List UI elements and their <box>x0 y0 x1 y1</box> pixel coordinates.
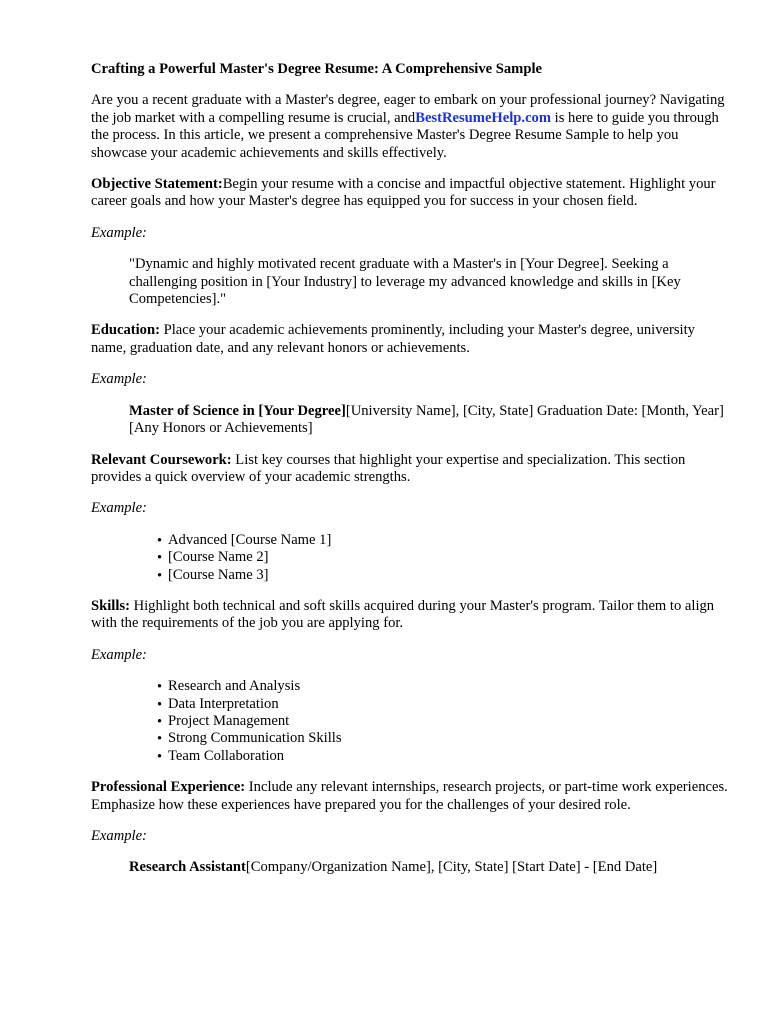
skills-text: Highlight both technical and soft skills acquired during your Master's program. Tailor them to align with the requirements of the job you are applying for. <box>91 597 715 632</box>
list-item: • [Course Name 3] <box>157 567 731 584</box>
experience-example-label: Example: <box>91 828 147 844</box>
intro-text-end: is here to guide you through the process. In this article, we present a comprehensive Master's Degree Resume Sample to help you showcase your academic achievements and skills effectively. <box>91 109 719 161</box>
list-item: • Team Collaboration <box>157 748 731 765</box>
list-item: • Project Management <box>157 713 731 730</box>
skills-example-label: Example: <box>91 646 147 663</box>
intro-text-start: Are you a recent graduate with a Master's degree, eager to embark on your professional journey? Navigating the job market with a compelling resume is crucial, and <box>91 92 725 126</box>
experience-text: Include any relevant internships, research projects, or part-time work experiences. Emphasize how these experiences have prepared you for the challenges of your desired role. <box>91 779 728 813</box>
objective-example: "Dynamic and highly motivated recent graduate with a Master's in [Your Degree]. Seeking a challenging position in [Your Industry] to leverage my advanced knowledge and skills in [Key Competencies]." <box>129 256 681 308</box>
objective-label: Objective Statement: <box>91 176 223 193</box>
list-item: • Research and Analysis <box>157 678 731 695</box>
skills-list <box>157 678 731 765</box>
education-example <box>129 403 731 438</box>
coursework-label: Relevant Coursework: <box>91 451 232 468</box>
coursework-list <box>157 532 731 584</box>
document-page <box>91 61 731 891</box>
education-label: Education: <box>91 322 160 339</box>
coursework-text: List key courses that highlight your expertise and specialization. This section provides a quick overview of your academic strengths. <box>91 451 686 485</box>
list-item: • Data Interpretation <box>157 696 731 713</box>
experience-example-details: [Company/Organization Name], [City, State] [Start Date] - [End Date] <box>245 859 658 876</box>
objective-example-label: Example: <box>91 224 147 241</box>
experience-example-role: Research Assistant <box>129 859 246 876</box>
list-item: • [Course Name 2] <box>157 549 731 566</box>
objective-section <box>91 176 731 211</box>
education-example-degree: Master of Science in [Your Degree] <box>129 402 346 419</box>
education-section <box>91 322 731 357</box>
skills-section <box>91 598 731 633</box>
skills-label: Skills: <box>91 597 130 614</box>
list-item: • Advanced [Course Name 1] <box>157 532 731 549</box>
experience-label: Professional Experience: <box>91 779 246 796</box>
experience-example <box>129 859 731 876</box>
experience-section <box>91 779 731 814</box>
coursework-section <box>91 452 731 487</box>
document-title: Crafting a Powerful Master's Degree Resume: A Comprehensive Sample <box>91 61 542 77</box>
bestresumehelp-link[interactable]: BestResumeHelp.com <box>415 109 551 126</box>
intro-paragraph <box>91 92 731 162</box>
coursework-example-label: Example: <box>91 500 147 517</box>
objective-text: Begin your resume with a concise and impactful objective statement. Highlight your career goals and how your Master's degree has equipped you for success in your chosen field. <box>91 176 716 210</box>
list-item: • Strong Communication Skills <box>157 730 731 747</box>
education-example-details: [University Name], [City, State] Graduation Date: [Month, Year] [Any Honors or Achievements] <box>129 402 724 437</box>
education-text: Place your academic achievements prominently, including your Master's degree, university name, graduation date, and any relevant honors or achievements. <box>91 322 695 356</box>
education-example-label: Example: <box>91 371 147 388</box>
